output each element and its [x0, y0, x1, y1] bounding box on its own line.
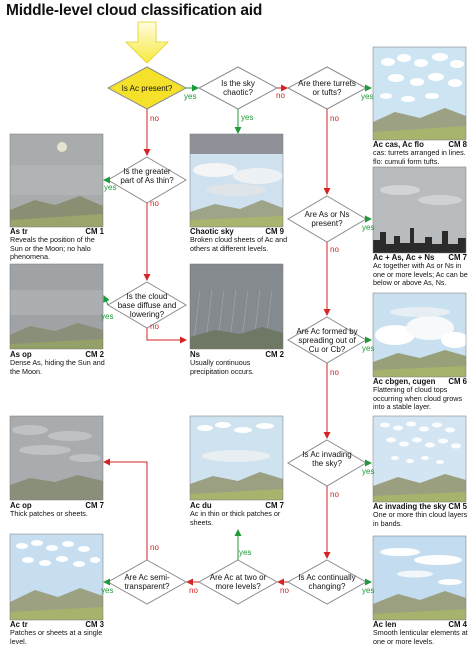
card-code: CM 5: [448, 502, 467, 511]
yes-label: yes: [362, 344, 375, 353]
card-ac-op: [10, 502, 108, 519]
question-sky-chaotic: Is the sky chaotic?: [221, 79, 255, 97]
card-name: Ac op: [10, 501, 32, 510]
question-as-thin: Is the greater part of As thin?: [120, 167, 174, 185]
no-label: no: [330, 114, 339, 123]
photo-ns: [190, 264, 283, 349]
card-code: CM 7: [85, 501, 104, 510]
photo-ac-cas: [373, 47, 466, 140]
card-ac-len: [373, 621, 471, 646]
card-description: cas: turrets arranged in lines. flo: cumuli form tufts.: [373, 148, 466, 166]
photo-as-op: [10, 264, 103, 349]
card-name: Ac + As, Ac + Ns: [373, 253, 435, 262]
card-ac-du: [190, 502, 288, 527]
question-as-ns-present: Are As or Ns present?: [304, 210, 350, 228]
card-code: CM 4: [448, 620, 467, 629]
card-name: Ac len: [373, 620, 397, 629]
card-name: Ac tr: [10, 620, 28, 629]
card-name: As tr: [10, 227, 28, 236]
card-code: CM 8: [448, 140, 467, 149]
yes-label: yes: [362, 223, 375, 232]
question-two-levels: Are Ac at two or more levels?: [209, 573, 267, 591]
yes-label: yes: [101, 586, 114, 595]
card-name: Ac du: [190, 501, 212, 510]
start-arrow: [126, 22, 168, 63]
card-code: CM 2: [85, 350, 104, 359]
card-code: CM 7: [265, 501, 284, 510]
no-label: no: [276, 91, 285, 100]
photo-ac-op: [10, 416, 103, 500]
card-description: Smooth lenticular elements at one or more levels.: [373, 628, 468, 646]
card-description: Ac in thin or thick patches or sheets.: [190, 509, 281, 527]
yes-label: yes: [241, 113, 254, 122]
yes-label: yes: [361, 92, 374, 101]
photo-chaotic-sky: [190, 134, 283, 227]
no-label: no: [150, 114, 159, 123]
card-code: CM 9: [265, 227, 284, 236]
card-description: Usually continuous precipitation occurs.: [190, 358, 254, 376]
yes-label: yes: [104, 183, 117, 192]
card-description: Broken cloud sheets of Ac and others at different levels.: [190, 235, 288, 253]
no-label: no: [330, 490, 339, 499]
card-description: Flattening of cloud tops occurring when cloud grows into a stable layer.: [373, 385, 463, 411]
question-ac-spreading: Are Ac formed by spreading out of Cu or Cb?: [296, 327, 358, 354]
card-ac-cas: [373, 141, 471, 166]
no-label: no: [330, 368, 339, 377]
yes-label: yes: [362, 467, 375, 476]
card-code: CM 2: [265, 350, 284, 359]
card-chaotic-sky: [190, 228, 288, 253]
question-ac-invading: Is Ac invading the sky?: [302, 450, 352, 468]
no-label: no: [150, 322, 159, 331]
card-ac-cbgen: [373, 378, 471, 411]
page-title: Middle-level cloud classification aid: [6, 2, 263, 19]
card-name: Chaotic sky: [190, 227, 234, 236]
question-semi-transparent: Are Ac semi-transparent?: [124, 573, 170, 591]
yes-label: yes: [362, 586, 375, 595]
no-label: no: [280, 586, 289, 595]
card-code: CM 6: [448, 377, 467, 386]
photo-as-tr: [10, 134, 103, 227]
card-ac-tr: [10, 621, 108, 646]
card-description: Patches or sheets at a single level.: [10, 628, 103, 646]
card-name: Ns: [190, 350, 200, 359]
question-ac-changing: Is Ac continually changing?: [298, 573, 356, 591]
card-description: Ac together with As or Ns in one or more levels; Ac can be below or above As, Ns.: [373, 261, 468, 287]
card-description: Reveals the position of the Sun or the Moon; no halo phenomena.: [10, 235, 95, 261]
card-ac-as-ns: [373, 254, 471, 287]
card-as-tr: [10, 228, 108, 261]
card-code: CM 1: [85, 227, 104, 236]
question-ac-present: Is Ac present?: [121, 84, 173, 93]
no-label: no: [150, 199, 159, 208]
question-base-diffuse: Is the cloud base diffuse and lowering?: [117, 292, 177, 319]
photo-ac-len: [373, 536, 466, 620]
card-name: Ac invading the sky: [373, 502, 447, 511]
photo-ac-du: [190, 416, 283, 500]
card-ns: [190, 351, 288, 376]
photo-ac-tr: [10, 534, 103, 620]
card-code: CM 7: [448, 253, 467, 262]
card-description: One or more thin cloud layers in bands.: [373, 510, 468, 528]
card-as-op: [10, 351, 108, 376]
card-description: Dense As, hiding the Sun and the Moon.: [10, 358, 105, 376]
no-label: no: [150, 543, 159, 552]
yes-label: yes: [184, 92, 197, 101]
card-name: Ac cbgen, cugen: [373, 377, 436, 386]
card-name: As op: [10, 350, 32, 359]
photo-ac-cbgen: [373, 293, 469, 377]
card-code: CM 3: [85, 620, 104, 629]
question-turrets-tufts: Are there turrets or tufts?: [298, 79, 356, 97]
card-ac-invading: [373, 503, 471, 528]
yes-label: yes: [101, 312, 114, 321]
photo-ac-as-ns: [373, 167, 466, 253]
no-label: no: [189, 586, 198, 595]
yes-label: yes: [239, 548, 252, 557]
no-label: no: [330, 245, 339, 254]
card-description: Thick patches or sheets.: [10, 509, 88, 519]
card-name: Ac cas, Ac flo: [373, 140, 424, 149]
photo-ac-invading: [373, 416, 466, 502]
